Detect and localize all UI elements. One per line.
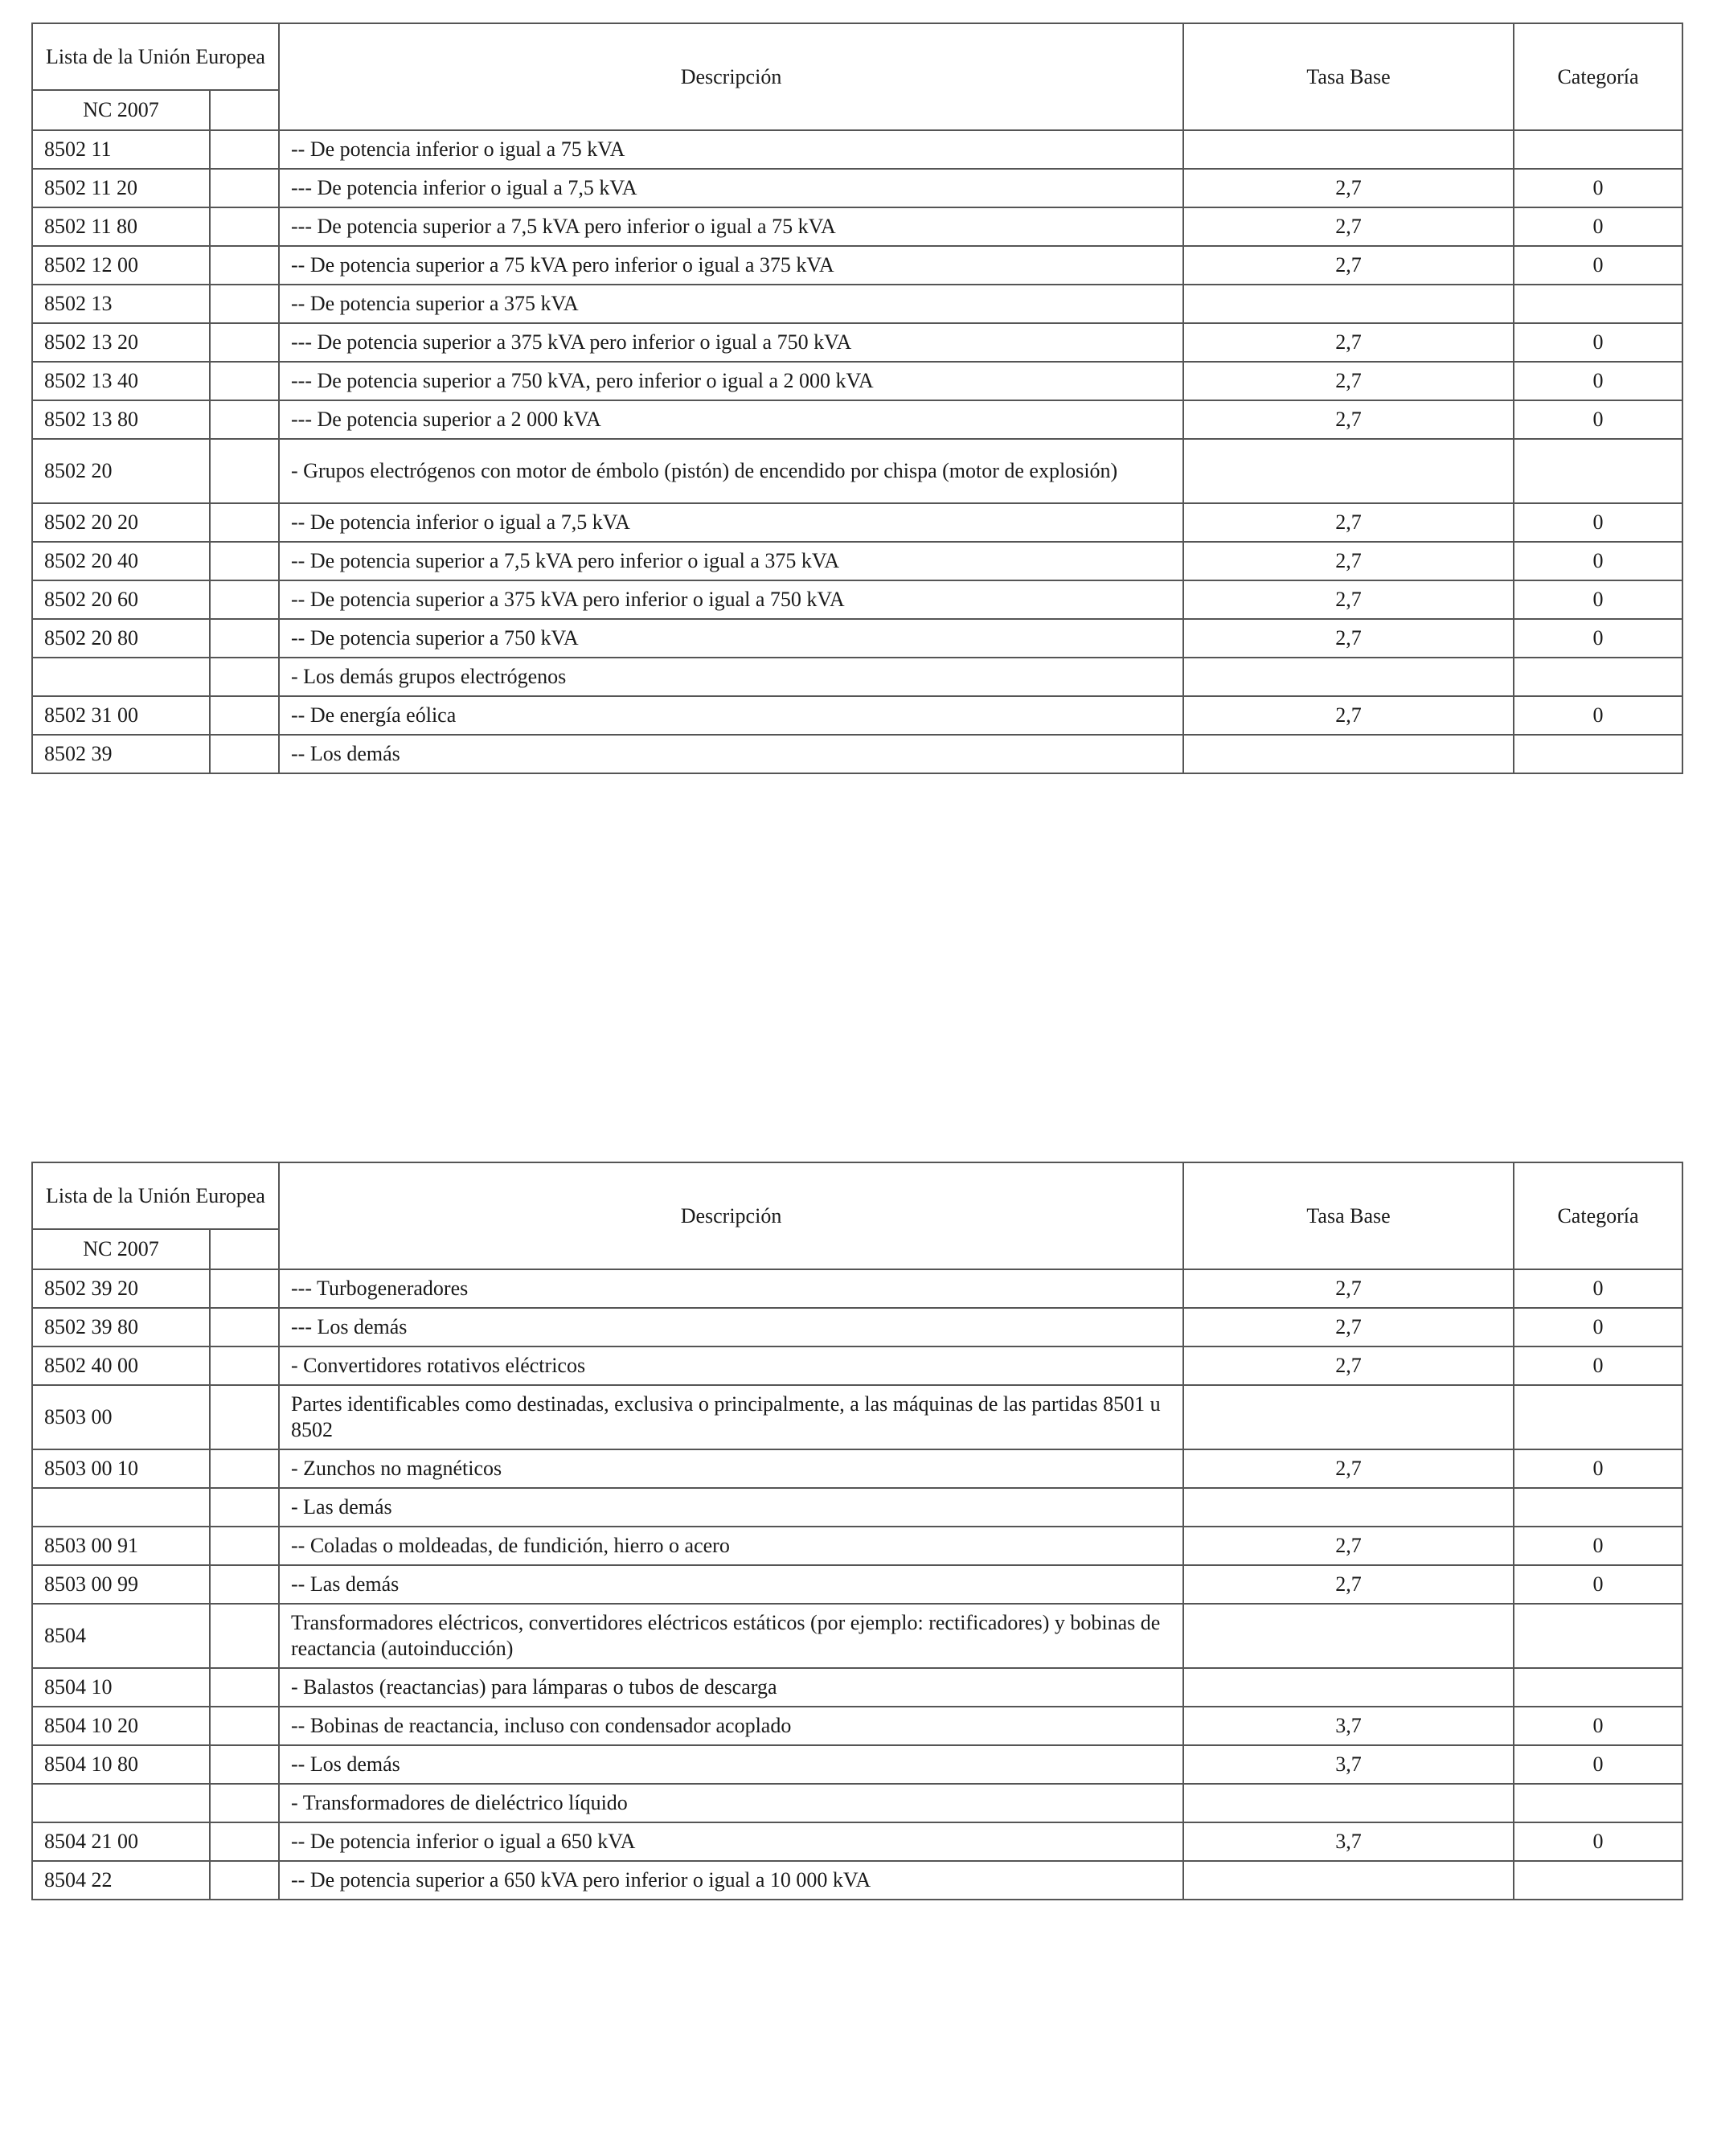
description-cell: -- Las demás — [279, 1565, 1183, 1604]
header-row — [32, 1162, 1682, 1229]
table-row — [32, 400, 1682, 439]
code-cell: 8502 13 — [32, 285, 210, 323]
table-row — [32, 1707, 1682, 1745]
code-cell: 8502 20 20 — [32, 503, 210, 542]
description-cell: --- Turbogeneradores — [279, 1269, 1183, 1308]
indent-cell — [210, 1346, 279, 1385]
description-cell: Partes identificables como destinadas, exclusiva o principalmente, a las máquinas de las partidas 8501 u 8502 — [279, 1385, 1183, 1449]
description-cell: --- De potencia inferior o igual a 7,5 kVA — [279, 169, 1183, 207]
code-cell: 8502 13 80 — [32, 400, 210, 439]
category-cell: 0 — [1514, 323, 1682, 362]
code-cell: 8504 22 — [32, 1861, 210, 1900]
header-description-cell: Descripción — [279, 23, 1183, 130]
header-list-cell: Lista de la Unión Europea — [32, 23, 279, 90]
table-row — [32, 285, 1682, 323]
table-row — [32, 130, 1682, 169]
description-cell: - Las demás — [279, 1488, 1183, 1527]
description-cell: --- De potencia superior a 375 kVA pero inferior o igual a 750 kVA — [279, 323, 1183, 362]
code-cell: 8504 21 00 — [32, 1822, 210, 1861]
indent-cell — [210, 130, 279, 169]
table-row — [32, 323, 1682, 362]
table-row — [32, 735, 1682, 773]
description-cell: --- Los demás — [279, 1308, 1183, 1346]
table-row — [32, 1308, 1682, 1346]
table-row — [32, 1861, 1682, 1900]
table-row — [32, 1565, 1682, 1604]
tariff-table-1 — [31, 23, 1683, 774]
header-description-cell: Descripción — [279, 1162, 1183, 1269]
indent-cell — [210, 169, 279, 207]
table-row — [32, 1822, 1682, 1861]
rate-cell — [1183, 439, 1514, 503]
code-cell: 8502 13 20 — [32, 323, 210, 362]
category-cell: 0 — [1514, 1745, 1682, 1784]
category-cell: 0 — [1514, 1346, 1682, 1385]
rate-cell: 2,7 — [1183, 400, 1514, 439]
category-cell: 0 — [1514, 619, 1682, 658]
rate-cell: 2,7 — [1183, 362, 1514, 400]
category-cell — [1514, 735, 1682, 773]
description-cell: -- De potencia inferior o igual a 75 kVA — [279, 130, 1183, 169]
code-cell: 8502 12 00 — [32, 246, 210, 285]
indent-cell — [210, 1784, 279, 1822]
indent-cell — [210, 696, 279, 735]
code-cell: 8502 20 60 — [32, 580, 210, 619]
indent-cell — [210, 1822, 279, 1861]
description-cell: -- De potencia superior a 75 kVA pero inferior o igual a 375 kVA — [279, 246, 1183, 285]
description-cell: Transformadores eléctricos, convertidores eléctricos estáticos (por ejemplo: rectificadores) y bobinas de reactancia (autoinducción) — [279, 1604, 1183, 1668]
indent-cell — [210, 1668, 279, 1707]
table-row — [32, 1488, 1682, 1527]
code-cell: 8502 11 20 — [32, 169, 210, 207]
description-cell: -- De potencia superior a 650 kVA pero inferior o igual a 10 000 kVA — [279, 1861, 1183, 1900]
indent-cell — [210, 1707, 279, 1745]
category-cell: 0 — [1514, 362, 1682, 400]
rate-cell: 2,7 — [1183, 1449, 1514, 1488]
table-row — [32, 1668, 1682, 1707]
indent-cell — [210, 658, 279, 696]
code-cell: 8502 20 — [32, 439, 210, 503]
table-row — [32, 658, 1682, 696]
description-cell: -- De potencia superior a 7,5 kVA pero inferior o igual a 375 kVA — [279, 542, 1183, 580]
description-cell: --- De potencia superior a 2 000 kVA — [279, 400, 1183, 439]
category-cell: 0 — [1514, 1308, 1682, 1346]
indent-cell — [210, 1604, 279, 1668]
category-cell: 0 — [1514, 542, 1682, 580]
code-cell: 8502 11 80 — [32, 207, 210, 246]
category-cell — [1514, 130, 1682, 169]
indent-cell — [210, 1745, 279, 1784]
rate-cell: 2,7 — [1183, 1527, 1514, 1565]
code-cell: 8504 — [32, 1604, 210, 1668]
rate-cell: 2,7 — [1183, 323, 1514, 362]
table-row — [32, 580, 1682, 619]
rate-cell — [1183, 1668, 1514, 1707]
description-cell: - Transformadores de dieléctrico líquido — [279, 1784, 1183, 1822]
rate-cell — [1183, 1861, 1514, 1900]
tariff-table-2 — [31, 1162, 1683, 1900]
table-row — [32, 362, 1682, 400]
indent-cell — [210, 323, 279, 362]
code-cell: 8502 11 — [32, 130, 210, 169]
indent-cell — [210, 619, 279, 658]
category-cell: 0 — [1514, 1707, 1682, 1745]
rate-cell — [1183, 130, 1514, 169]
rate-cell: 2,7 — [1183, 503, 1514, 542]
rate-cell: 2,7 — [1183, 542, 1514, 580]
rate-cell: 3,7 — [1183, 1707, 1514, 1745]
table-row — [32, 1385, 1682, 1449]
header-list-cell: Lista de la Unión Europea — [32, 1162, 279, 1229]
description-cell: -- De potencia inferior o igual a 7,5 kVA — [279, 503, 1183, 542]
header-rate-cell: Tasa Base — [1183, 23, 1514, 130]
category-cell — [1514, 1861, 1682, 1900]
category-cell: 0 — [1514, 580, 1682, 619]
category-cell: 0 — [1514, 503, 1682, 542]
indent-cell — [210, 439, 279, 503]
category-cell: 0 — [1514, 696, 1682, 735]
rate-cell — [1183, 658, 1514, 696]
header-nc-cell: NC 2007 — [32, 90, 210, 130]
code-cell: 8502 13 40 — [32, 362, 210, 400]
table-row — [32, 619, 1682, 658]
rate-cell — [1183, 1784, 1514, 1822]
rate-cell — [1183, 285, 1514, 323]
table-row — [32, 1745, 1682, 1784]
table-row — [32, 169, 1682, 207]
code-cell — [32, 1784, 210, 1822]
code-cell: 8502 39 20 — [32, 1269, 210, 1308]
indent-cell — [210, 1861, 279, 1900]
header-rate-cell: Tasa Base — [1183, 1162, 1514, 1269]
header-row — [32, 23, 1682, 90]
rate-cell: 2,7 — [1183, 246, 1514, 285]
category-cell — [1514, 658, 1682, 696]
indent-cell — [210, 503, 279, 542]
code-cell — [32, 658, 210, 696]
code-cell: 8502 20 40 — [32, 542, 210, 580]
rate-cell: 2,7 — [1183, 207, 1514, 246]
rate-cell: 3,7 — [1183, 1745, 1514, 1784]
header-category-cell: Categoría — [1514, 23, 1682, 130]
table-row — [32, 439, 1682, 503]
indent-cell — [210, 400, 279, 439]
rate-cell: 3,7 — [1183, 1822, 1514, 1861]
table-row — [32, 1346, 1682, 1385]
rate-cell: 2,7 — [1183, 1565, 1514, 1604]
rate-cell: 2,7 — [1183, 169, 1514, 207]
description-cell: -- Bobinas de reactancia, incluso con condensador acoplado — [279, 1707, 1183, 1745]
code-cell: 8502 20 80 — [32, 619, 210, 658]
code-cell: 8503 00 — [32, 1385, 210, 1449]
code-cell: 8502 40 00 — [32, 1346, 210, 1385]
description-cell: - Balastos (reactancias) para lámparas o tubos de descarga — [279, 1668, 1183, 1707]
description-cell: -- De energía eólica — [279, 696, 1183, 735]
table-row — [32, 503, 1682, 542]
table-row — [32, 1604, 1682, 1668]
indent-cell — [210, 542, 279, 580]
category-cell — [1514, 1784, 1682, 1822]
table-row — [32, 207, 1682, 246]
indent-cell — [210, 285, 279, 323]
category-cell — [1514, 285, 1682, 323]
rate-cell — [1183, 1385, 1514, 1449]
rate-cell — [1183, 1604, 1514, 1668]
rate-cell — [1183, 1488, 1514, 1527]
indent-cell — [210, 1385, 279, 1449]
code-cell: 8502 39 — [32, 735, 210, 773]
category-cell — [1514, 1668, 1682, 1707]
header-empty-cell — [210, 1229, 279, 1269]
rate-cell: 2,7 — [1183, 1308, 1514, 1346]
description-cell: -- De potencia inferior o igual a 650 kVA — [279, 1822, 1183, 1861]
indent-cell — [210, 1527, 279, 1565]
header-category-cell: Categoría — [1514, 1162, 1682, 1269]
table-body — [32, 23, 1682, 773]
indent-cell — [210, 246, 279, 285]
indent-cell — [210, 362, 279, 400]
description-cell: - Convertidores rotativos eléctricos — [279, 1346, 1183, 1385]
header-nc-cell: NC 2007 — [32, 1229, 210, 1269]
table-row — [32, 1269, 1682, 1308]
rate-cell — [1183, 735, 1514, 773]
category-cell — [1514, 1385, 1682, 1449]
indent-cell — [210, 207, 279, 246]
rate-cell: 2,7 — [1183, 1269, 1514, 1308]
code-cell: 8503 00 91 — [32, 1527, 210, 1565]
category-cell: 0 — [1514, 1527, 1682, 1565]
category-cell — [1514, 1488, 1682, 1527]
category-cell: 0 — [1514, 1565, 1682, 1604]
description-cell: -- De potencia superior a 750 kVA — [279, 619, 1183, 658]
description-cell: -- Coladas o moldeadas, de fundición, hierro o acero — [279, 1527, 1183, 1565]
category-cell: 0 — [1514, 1269, 1682, 1308]
indent-cell — [210, 735, 279, 773]
indent-cell — [210, 1565, 279, 1604]
code-cell: 8504 10 80 — [32, 1745, 210, 1784]
description-cell: - Zunchos no magnéticos — [279, 1449, 1183, 1488]
category-cell: 0 — [1514, 1822, 1682, 1861]
table-row — [32, 1784, 1682, 1822]
indent-cell — [210, 580, 279, 619]
description-cell: - Los demás grupos electrógenos — [279, 658, 1183, 696]
indent-cell — [210, 1488, 279, 1527]
description-cell: -- Los demás — [279, 1745, 1183, 1784]
description-cell: --- De potencia superior a 750 kVA, pero inferior o igual a 2 000 kVA — [279, 362, 1183, 400]
indent-cell — [210, 1449, 279, 1488]
description-cell: -- De potencia superior a 375 kVA — [279, 285, 1183, 323]
code-cell: 8503 00 99 — [32, 1565, 210, 1604]
rate-cell: 2,7 — [1183, 580, 1514, 619]
code-cell — [32, 1488, 210, 1527]
description-cell: -- Los demás — [279, 735, 1183, 773]
indent-cell — [210, 1308, 279, 1346]
table-row — [32, 542, 1682, 580]
rate-cell: 2,7 — [1183, 619, 1514, 658]
category-cell: 0 — [1514, 207, 1682, 246]
description-cell: - Grupos electrógenos con motor de émbolo (pistón) de encendido por chispa (motor de explosión) — [279, 439, 1183, 503]
code-cell: 8504 10 — [32, 1668, 210, 1707]
code-cell: 8502 31 00 — [32, 696, 210, 735]
table-row — [32, 696, 1682, 735]
category-cell: 0 — [1514, 1449, 1682, 1488]
table-row — [32, 246, 1682, 285]
header-empty-cell — [210, 90, 279, 130]
rate-cell: 2,7 — [1183, 696, 1514, 735]
table-body — [32, 1162, 1682, 1900]
description-cell: --- De potencia superior a 7,5 kVA pero inferior o igual a 75 kVA — [279, 207, 1183, 246]
category-cell — [1514, 1604, 1682, 1668]
code-cell: 8504 10 20 — [32, 1707, 210, 1745]
table-row — [32, 1449, 1682, 1488]
table-row — [32, 1527, 1682, 1565]
category-cell: 0 — [1514, 400, 1682, 439]
code-cell: 8502 39 80 — [32, 1308, 210, 1346]
category-cell: 0 — [1514, 246, 1682, 285]
category-cell: 0 — [1514, 169, 1682, 207]
category-cell — [1514, 439, 1682, 503]
rate-cell: 2,7 — [1183, 1346, 1514, 1385]
indent-cell — [210, 1269, 279, 1308]
code-cell: 8503 00 10 — [32, 1449, 210, 1488]
description-cell: -- De potencia superior a 375 kVA pero inferior o igual a 750 kVA — [279, 580, 1183, 619]
